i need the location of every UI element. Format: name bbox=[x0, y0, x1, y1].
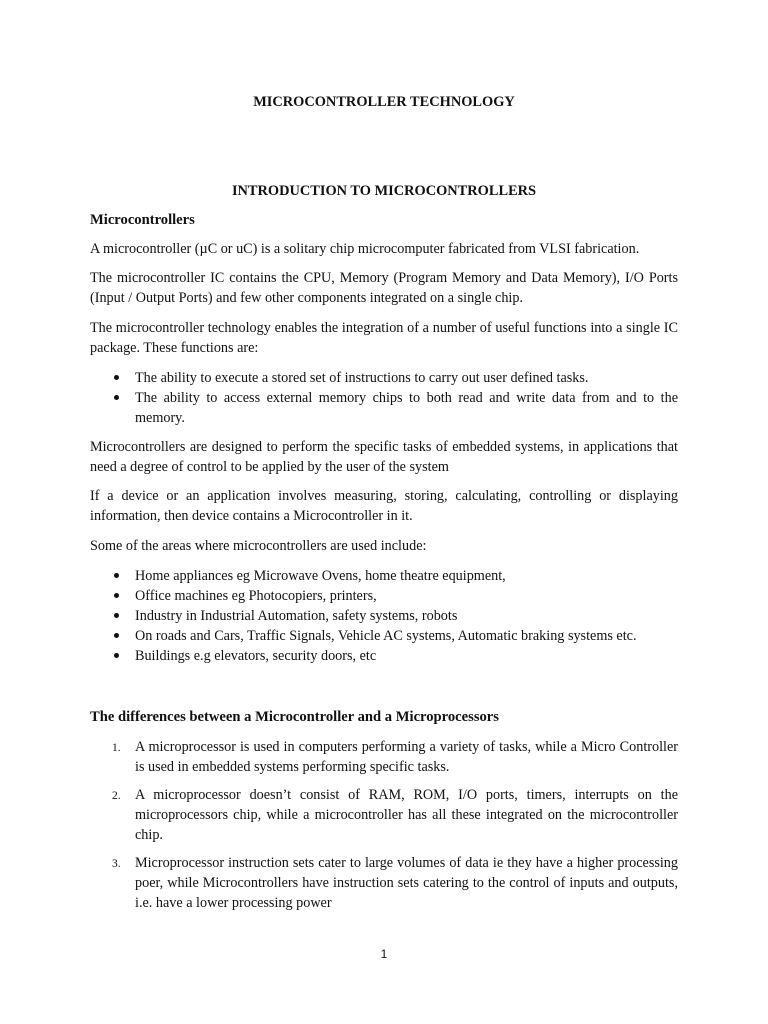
list-item bbox=[90, 566, 678, 586]
list-item bbox=[90, 646, 678, 666]
list-item-text: Office machines eg Photocopiers, printers, bbox=[135, 588, 377, 604]
bullet-icon bbox=[114, 395, 119, 400]
section-heading: INTRODUCTION TO MICROCONTROLLERS bbox=[231, 183, 537, 199]
list-item bbox=[90, 368, 678, 388]
subheading-microcontrollers: Microcontrollers bbox=[90, 212, 195, 228]
list-number: 2. bbox=[112, 790, 121, 802]
subheading-differences: The differences between a Microcontroller and a Microprocessors bbox=[90, 709, 499, 725]
list-item bbox=[90, 737, 678, 777]
list-item-text: Buildings e.g elevators, security doors, etc bbox=[135, 648, 377, 664]
bullet-icon bbox=[114, 653, 119, 658]
document-title: MICROCONTROLLER TECHNOLOGY bbox=[253, 94, 515, 110]
list-number: 1. bbox=[112, 742, 121, 754]
list-item-text: Home appliances eg Microwave Ovens, home theatre equipment, bbox=[135, 568, 506, 584]
list-item bbox=[90, 785, 678, 845]
bullet-icon bbox=[114, 375, 119, 380]
bullet-icon bbox=[114, 613, 119, 618]
functions-list bbox=[90, 368, 678, 428]
list-number: 3. bbox=[112, 858, 121, 870]
list-item-text: Industry in Industrial Automation, safety systems, robots bbox=[135, 608, 458, 624]
list-item-text: On roads and Cars, Traffic Signals, Vehicle AC systems, Automatic braking systems etc. bbox=[135, 628, 637, 644]
areas-list bbox=[90, 566, 678, 666]
list-item bbox=[90, 586, 678, 606]
list-item-text: The ability to execute a stored set of instructions to carry out user defined tasks. bbox=[135, 370, 589, 386]
page-number: 1 bbox=[380, 947, 388, 961]
list-item-text: A microprocessor is used in computers performing a variety of tasks, while a Micro Controller is used in embedded systems performing specific tasks. bbox=[135, 739, 678, 775]
bullet-icon bbox=[114, 633, 119, 638]
list-item-text: A microprocessor doesn’t consist of RAM, ROM, I/O ports, timers, interrupts on the microprocessors chip, while a microcontroller has all these integrated on the microcontroller chip. bbox=[135, 787, 678, 843]
list-item bbox=[90, 388, 678, 428]
paragraph-ic-contents: The microcontroller IC contains the CPU, Memory (Program Memory and Data Memory), I/O Ports (Input / Output Ports) and few other components integrated on a single chip. bbox=[90, 270, 678, 306]
paragraph-device: If a device or an application involves measuring, storing, calculating, controlling or displaying information, then device contains a Microcontroller in it. bbox=[90, 488, 678, 524]
bullet-icon bbox=[114, 573, 119, 578]
bullet-icon bbox=[114, 593, 119, 598]
paragraph-definition: A microcontroller (µC or uC) is a solitary chip microcomputer fabricated from VLSI fabrication. bbox=[90, 241, 640, 257]
paragraph-technology: The microcontroller technology enables the integration of a number of useful functions into a single IC package. These functions are: bbox=[90, 320, 678, 356]
list-item-text: The ability to access external memory chips to both read and write data from and to the memory. bbox=[135, 390, 678, 426]
list-item bbox=[90, 853, 678, 913]
paragraph-embedded: Microcontrollers are designed to perform the specific tasks of embedded systems, in applications that need a degree of control to be applied by the user of the system bbox=[90, 439, 678, 475]
list-item bbox=[90, 606, 678, 626]
list-item-text: Microprocessor instruction sets cater to large volumes of data ie they have a higher processing poer, while Microcontrollers have instruction sets catering to the control of inputs and outputs, i.e. have a lower processing power bbox=[135, 855, 678, 911]
differences-list bbox=[90, 737, 678, 921]
list-item bbox=[90, 626, 678, 646]
paragraph-areas-intro: Some of the areas where microcontrollers are used include: bbox=[90, 538, 427, 554]
